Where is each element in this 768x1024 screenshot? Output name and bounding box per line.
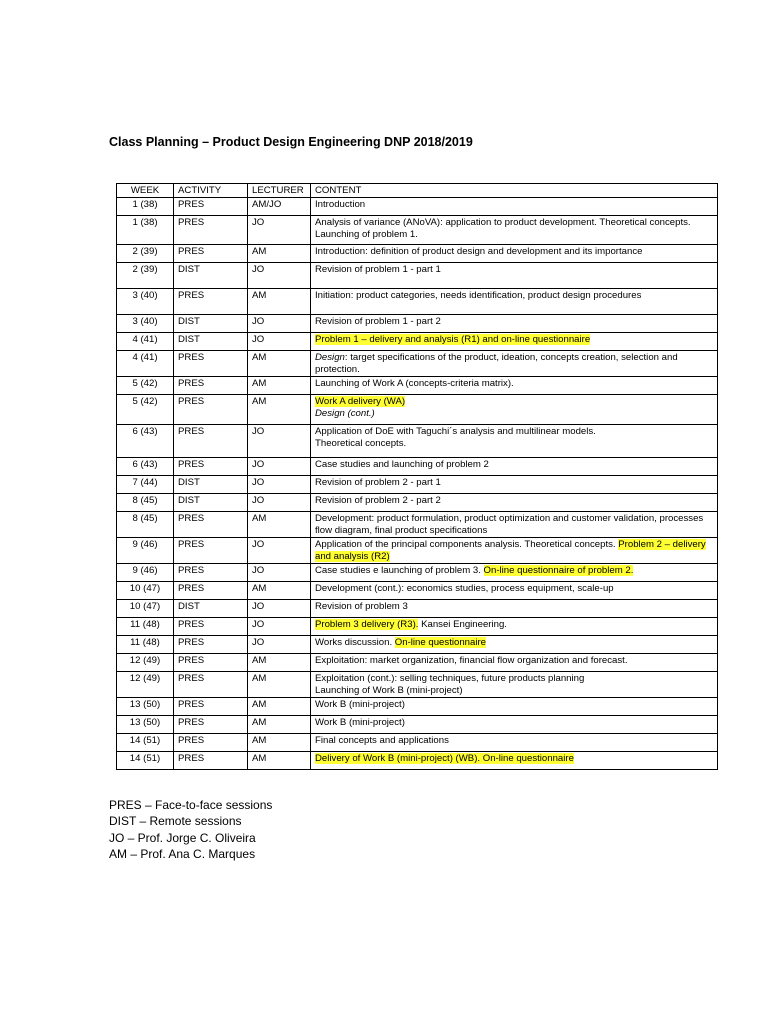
week-cell: 9 (46) [117,564,174,582]
content-text: Case studies and launching of problem 2 [315,459,489,470]
lecturer-cell: AM [248,654,311,672]
lecturer-cell: JO [248,564,311,582]
activity-cell: PRES [174,636,248,654]
week-cell: 13 (50) [117,698,174,716]
content-text: Case studies e launching of problem 3. [315,565,484,576]
activity-cell: PRES [174,698,248,716]
activity-cell: PRES [174,564,248,582]
table-row [117,494,718,512]
content-cell [311,716,718,734]
table-row [117,582,718,600]
table-row [117,512,718,538]
class-planning-table [116,183,718,770]
table-row [117,734,718,752]
highlighted-text: On-line questionnaire [394,637,486,648]
week-cell: 8 (45) [117,494,174,512]
header-week: WEEK [117,184,174,198]
activity-cell: PRES [174,654,248,672]
table-row [117,538,718,564]
content-cell [311,618,718,636]
week-cell: 9 (46) [117,538,174,564]
week-cell: 11 (48) [117,636,174,654]
table-row [117,458,718,476]
content-cell [311,564,718,582]
table-row [117,636,718,654]
table-row [117,377,718,395]
week-cell: 13 (50) [117,716,174,734]
legend [109,797,272,862]
content-text: Work B (mini-project) [315,699,405,710]
table-row [117,564,718,582]
content-cell [311,395,718,425]
activity-cell: PRES [174,458,248,476]
week-cell: 14 (51) [117,734,174,752]
legend-item-pres: PRES – Face-to-face sessions [109,798,273,812]
week-cell: 1 (38) [117,216,174,245]
table-row [117,752,718,770]
week-cell: 10 (47) [117,582,174,600]
table-row [117,698,718,716]
content-cell [311,315,718,333]
lecturer-cell: AM/JO [248,198,311,216]
content-cell [311,351,718,377]
content-cell [311,377,718,395]
content-text: Introduction [315,199,366,210]
week-cell: 14 (51) [117,752,174,770]
highlighted-text: Delivery of Work B (mini-project) (WB). On-line questionnaire [315,753,574,764]
week-cell: 6 (43) [117,425,174,458]
header-lecturer: LECTURER [248,184,311,198]
content-cell [311,600,718,618]
content-cell [311,494,718,512]
content-text: : target specifications of the product, ideation, concepts creation, selection and protection. [315,352,678,375]
lecturer-cell: JO [248,636,311,654]
content-text: Final concepts and applications [315,735,449,746]
table-row [117,600,718,618]
activity-cell: PRES [174,582,248,600]
header-content: CONTENT [311,184,718,198]
lecturer-cell: JO [248,618,311,636]
lecturer-cell: JO [248,333,311,351]
activity-cell: PRES [174,734,248,752]
activity-cell: DIST [174,494,248,512]
table-row [117,216,718,245]
table-row [117,716,718,734]
lecturer-cell: AM [248,672,311,698]
activity-cell: DIST [174,476,248,494]
week-cell: 6 (43) [117,458,174,476]
week-cell: 4 (41) [117,333,174,351]
content-cell [311,289,718,315]
content-text: Revision of problem 2 - part 1 [315,477,441,488]
content-cell [311,425,718,458]
lecturer-cell: JO [248,263,311,289]
activity-cell: DIST [174,263,248,289]
activity-cell: PRES [174,538,248,564]
content-text: Design [315,352,345,363]
table-row [117,289,718,315]
content-text: Introduction: definition of product design and development and its importance [315,246,643,257]
highlighted-text: Problem 2 – delivery and analysis (R2) [315,539,706,562]
header-activity: ACTIVITY [174,184,248,198]
week-cell: 11 (48) [117,618,174,636]
week-cell: 5 (42) [117,377,174,395]
content-text: Revision of problem 3 [315,601,408,612]
table-row [117,351,718,377]
content-cell [311,672,718,698]
legend-item-dist: DIST – Remote sessions [109,814,242,829]
content-cell [311,654,718,672]
lecturer-cell: AM [248,512,311,538]
content-cell [311,582,718,600]
lecturer-cell: AM [248,377,311,395]
lecturer-cell: JO [248,315,311,333]
content-cell [311,216,718,245]
highlighted-text: Problem 3 delivery (R3). [315,619,419,630]
content-cell [311,458,718,476]
week-cell: 2 (39) [117,263,174,289]
content-text: Works discussion. [315,637,395,648]
activity-cell: PRES [174,351,248,377]
lecturer-cell: AM [248,289,311,315]
content-text: Launching of Work B (mini-project) [315,685,463,696]
content-text: Revision of problem 2 - part 2 [315,495,441,506]
table-row [117,618,718,636]
activity-cell: PRES [174,395,248,425]
week-cell: 7 (44) [117,476,174,494]
activity-cell: PRES [174,377,248,395]
content-text: Theoretical concepts. [315,438,407,449]
week-cell: 1 (38) [117,198,174,216]
table-row [117,315,718,333]
lecturer-cell: JO [248,425,311,458]
week-cell: 5 (42) [117,395,174,425]
activity-cell: PRES [174,618,248,636]
table-row [117,395,718,425]
page-title: Class Planning – Product Design Engineering DNP 2018/2019 [109,135,473,149]
lecturer-cell: JO [248,458,311,476]
lecturer-cell: JO [248,538,311,564]
highlighted-text: Problem 1 – delivery and analysis (R1) and on-line questionnaire [315,334,591,345]
content-text: Development: product formulation, product optimization and customer validation, processes flow diagram, final product specifications [315,513,704,536]
activity-cell: DIST [174,315,248,333]
content-text: Application of the principal components analysis. Theoretical concepts. [315,539,619,550]
highlighted-text: Work A delivery (WA) [315,396,406,407]
table-row [117,245,718,263]
content-text: Kansei Engineering. [418,619,507,630]
table-row [117,333,718,351]
week-cell: 12 (49) [117,672,174,698]
content-cell [311,538,718,564]
lecturer-cell: AM [248,351,311,377]
content-cell [311,198,718,216]
content-text: Revision of problem 1 - part 2 [315,316,441,327]
activity-cell: PRES [174,425,248,458]
content-cell [311,245,718,263]
lecturer-cell: JO [248,216,311,245]
week-cell: 2 (39) [117,245,174,263]
content-cell [311,476,718,494]
highlighted-text: On-line questionnaire of problem 2. [483,565,634,576]
table-body [117,198,718,770]
content-text: Exploitation: market organization, financial flow organization and forecast. [315,655,628,666]
table-row [117,198,718,216]
content-cell [311,333,718,351]
lecturer-cell: AM [248,698,311,716]
lecturer-cell: AM [248,716,311,734]
table-row [117,672,718,698]
table-row [117,425,718,458]
lecturer-cell: JO [248,476,311,494]
activity-cell: PRES [174,752,248,770]
content-cell [311,263,718,289]
content-cell [311,636,718,654]
week-cell: 10 (47) [117,600,174,618]
activity-cell: PRES [174,216,248,245]
content-text: Application of DoE with Taguchi´s analysis and multilinear models. [315,426,596,437]
lecturer-cell: JO [248,600,311,618]
activity-cell: PRES [174,716,248,734]
content-cell [311,512,718,538]
activity-cell: PRES [174,198,248,216]
activity-cell: PRES [174,245,248,263]
content-text: Exploitation (cont.): selling techniques, future products planning [315,673,585,684]
lecturer-cell: AM [248,395,311,425]
table-row [117,654,718,672]
lecturer-cell: AM [248,734,311,752]
activity-cell: PRES [174,512,248,538]
week-cell: 3 (40) [117,289,174,315]
content-cell [311,752,718,770]
content-text: Initiation: product categories, needs identification, product design procedures [315,290,642,301]
lecturer-cell: AM [248,582,311,600]
content-text: Development (cont.): economics studies, process equipment, scale-up [315,583,614,594]
lecturer-cell: AM [248,752,311,770]
week-cell: 8 (45) [117,512,174,538]
content-text: Design (cont.) [315,408,375,419]
lecturer-cell: JO [248,494,311,512]
legend-item-am: AM – Prof. Ana C. Marques [109,846,256,861]
table-row [117,263,718,289]
table-row [117,476,718,494]
activity-cell: DIST [174,333,248,351]
week-cell: 12 (49) [117,654,174,672]
activity-cell: PRES [174,289,248,315]
content-text: Analysis of variance (ANoVA): application to product development. Theoretical concepts. Launching of problem 1. [315,217,691,240]
activity-cell: DIST [174,600,248,618]
content-text: Launching of Work A (concepts-criteria matrix). [315,378,514,389]
content-cell [311,734,718,752]
legend-item-jo: JO – Prof. Jorge C. Oliveira [109,830,256,845]
content-cell [311,698,718,716]
week-cell: 3 (40) [117,315,174,333]
content-text: Work B (mini-project) [315,717,405,728]
lecturer-cell: AM [248,245,311,263]
content-text: Revision of problem 1 - part 1 [315,264,441,275]
table-header-row [117,184,718,198]
week-cell: 4 (41) [117,351,174,377]
activity-cell: PRES [174,672,248,698]
